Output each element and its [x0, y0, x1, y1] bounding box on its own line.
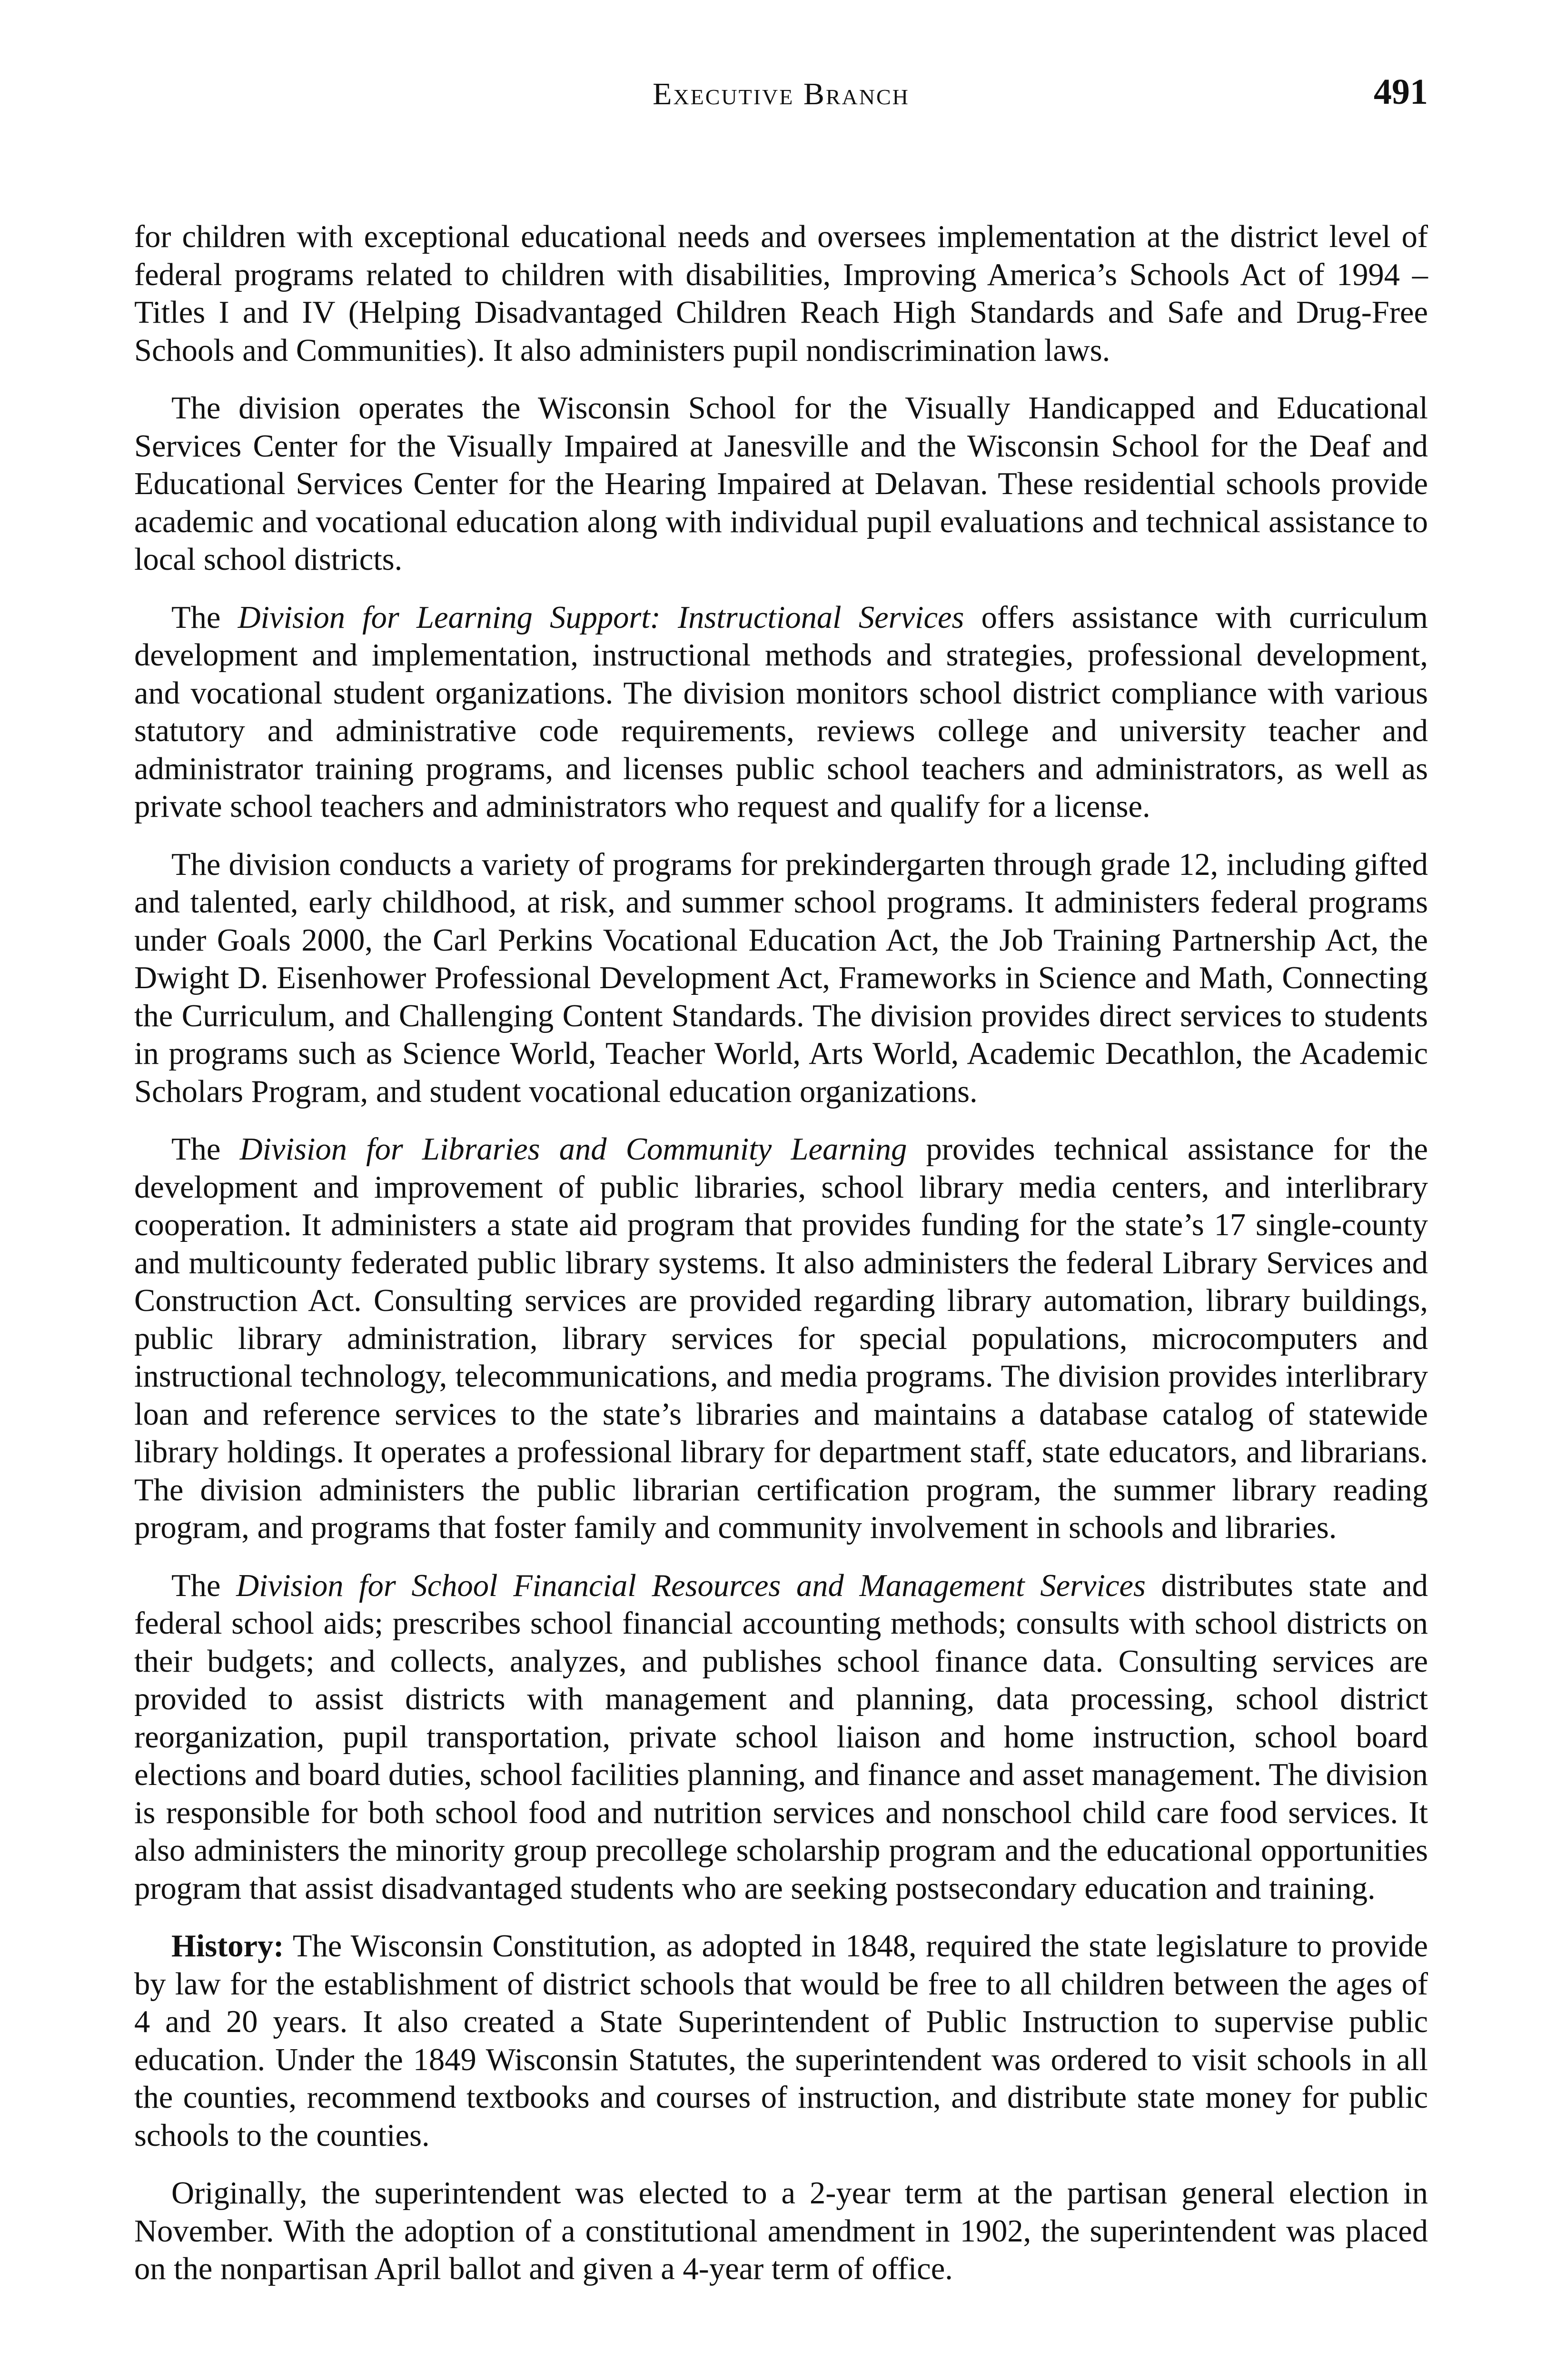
paragraph-superintendent-term: Originally, the superintendent was elected to a 2-year term at the partisan general election in November. With the adoption of a constitutional amendment in 1902, the superintendent was placed on the nonpartisan April ballot and given a 4-year term of office.: [134, 2176, 1428, 2286]
paragraph-school-finance: The Division for School Financial Resources and Management Services distributes state and federal school aids; prescribes school financial accounting methods; consults with school districts on their budgets; and collects, analyzes, and publishes school finance data. Consulting services are provided to assist districts with management and planning, data processing, school district reorganization, pupil transportation, private school liaison and home instruction, school board elections and board duties, school facilities planning, and finance and asset management. The division is responsible for both school food and nutrition services and nonschool child care food services. It also administers the minority group precollege scholarship program and the educational opportunities program that assist disadvantaged students who are seeking postsecondary education and training.: [134, 1568, 1428, 1906]
paragraph-history: History: The Wisconsin Constitution, as adopted in 1848, required the state legislature to provide by law for the establishment of district schools that would be free to all children between the ages of 4 and 20 years. It also created a State Superintendent of Public Instruction to supervise public education. Under the 1849 Wisconsin Statutes, the superintendent was ordered to visit schools in all the counties, recommend textbooks and courses of instruction, and distribute state money for public schools to the counties.: [134, 1929, 1428, 2153]
paragraph-prek-programs: The division conducts a variety of programs for prekindergarten through grade 12, including gifted and talented, early childhood, at risk, and summer school programs. It administers federal programs under Goals 2000, the Carl Perkins Vocational Education Act, the Job Training Partnership Act, the Dwight D. Eisenhower Professional Development Act, Frameworks in Science and Math, Connecting the Curriculum, and Challenging Content Standards. The division provides direct services to students in programs such as Science World, Teacher World, Arts World, Academic Decathlon, the Academic Scholars Program, and student vocational education organizations.: [134, 847, 1428, 1109]
division-name-learning-support: Division for Learning Support: Instructional Services: [238, 600, 964, 635]
division-name-libraries: Division for Libraries and Community Learning: [239, 1132, 907, 1167]
paragraph-residential-schools: The division operates the Wisconsin School for the Visually Handicapped and Educational Services Center for the Visually Impaired at Janesville and the Wisconsin School for the Deaf and Educational Services Center for the Hearing Impaired at Delavan. These residential schools provide academic and vocational education along with individual pupil evaluations and technical assistance to local school districts.: [134, 391, 1428, 577]
body-text: [134, 218, 1428, 2288]
page-header: [134, 71, 1428, 124]
division-name-school-finance: Division for School Financial Resources and Management Services: [236, 1568, 1146, 1603]
history-label: History:: [171, 1929, 284, 1964]
paragraph-learning-support: The Division for Learning Support: Instructional Services offers assistance with curriculum development and implementation, instructional methods and strategies, professional development, and vocational student organizations. The division monitors school district compliance with various statutory and administrative code requirements, reviews college and university teacher and administrator training programs, and licenses public school teachers and administrators, as well as private school teachers and administrators who request and qualify for a license.: [134, 600, 1428, 824]
running-head: Executive Branch: [653, 77, 910, 111]
paragraph-exceptional-needs: for children with exceptional educational needs and oversees implementation at the district level of federal programs related to children with disabilities, Improving America’s Schools Act of 1994 – Titles I and IV (Helping Disadvantaged Children Reach High Standards and Safe and Drug-Free Schools and Communities). It also administers pupil nondiscrimination laws.: [134, 219, 1428, 368]
paragraph-libraries: The Division for Libraries and Community Learning provides technical assistance for the development and improvement of public libraries, school library media centers, and interlibrary cooperation. It administers a state aid program that provides funding for the state’s 17 single-county and multicounty federated public library systems. It also administers the federal Library Services and Construction Act. Consulting services are provided regarding library automation, library buildings, public library administration, library services for special populations, microcomputers and instructional technology, telecommunications, and media programs. The division provides interlibrary loan and reference services to the state’s libraries and maintains a database catalog of statewide library holdings. It operates a professional library for department staff, state educators, and librarians. The division administers the public librarian certification program, the summer library reading program, and programs that foster family and community involvement in schools and libraries.: [134, 1132, 1428, 1545]
page-number: 491: [1374, 72, 1428, 112]
